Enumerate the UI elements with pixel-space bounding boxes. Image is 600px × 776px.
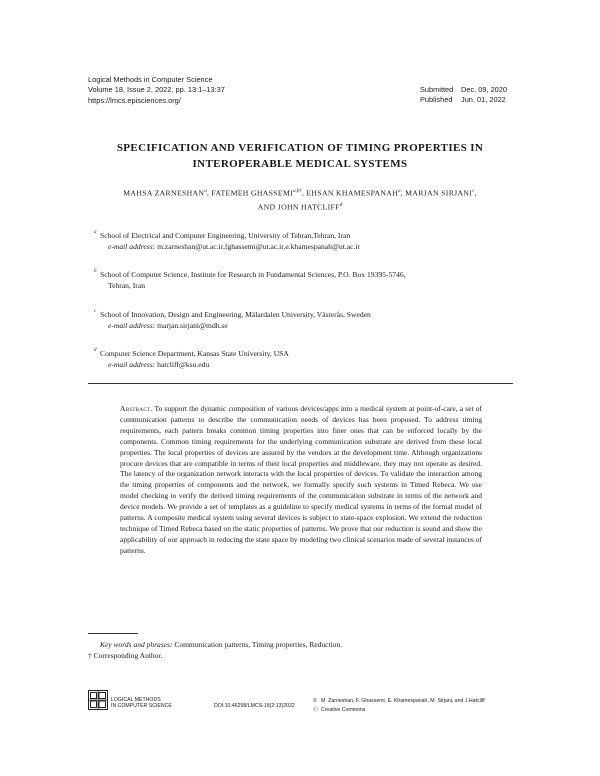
abstract-line: the static properties of patterns. We prove that our reduction is sound and show the (232, 523, 483, 533)
top-divider (88, 383, 513, 384)
author-name: EHSAN KHAMESPANAH (306, 188, 399, 198)
submitted-date: Dec. 09, 2020 (461, 85, 508, 94)
affiliation-email-line (100, 359, 520, 370)
journal-volume: Volume 18, Issue 2, 2022, pp. 13:1–13:37 (88, 85, 225, 95)
abstract-line: system at point-of-care, a set of communication patterns to describe the communication (120, 404, 483, 424)
logo-text (111, 697, 172, 710)
author-mark: a,b† (293, 189, 302, 194)
copyright-block (313, 697, 485, 715)
lmcs-logo-icon (88, 690, 108, 710)
affiliation-d (94, 348, 520, 370)
author-name: MAHSA ZARNESHAN (123, 188, 205, 198)
affiliation-c (94, 309, 520, 331)
abstract-line: made of several instances of patterns. (120, 534, 482, 555)
paper-title (60, 140, 540, 172)
abstract-line: specify such systems in Timed Rebeca. We use model checking to verify the derived timing (120, 480, 482, 501)
email-address[interactable]: marjan.sirjani@mdh.se (157, 321, 228, 330)
author-mark: d (339, 203, 343, 209)
abstract-line: common timing properties into finer ones that can be enforced locally by the components. (120, 425, 482, 446)
abstract-line: formal model of patterns. A composite medical system using several devices is subject (120, 502, 482, 523)
doi[interactable]: DOI:10.46298/LMCS-18(2:13)2022 (214, 703, 295, 709)
title-line-1: SPECIFICATION AND VERIFICATION OF TIMING PROPERTIES IN (116, 142, 484, 154)
affiliation-mark: c (94, 309, 97, 314)
abstract-line: development time. Although organizations procure devices that are compatible in terms (120, 447, 482, 468)
author-name: MARJAN SIRJANI (405, 188, 473, 198)
author-list: MAHSA ZARNESHAN$^a$, FATEMEH $GHASSEMI^{a,b\dagger}$, EHSAN KHAMESPANAH$^a$, MARJAN SIRJANI$^c$, AND JOHN HATCLIFF$^d$ (123, 188, 477, 212)
author-mark: a (204, 189, 207, 194)
abstract-line: To support the dynamic composition of various devices/apps into a medical (154, 404, 384, 413)
affiliation-email-line (100, 241, 520, 252)
abstract-line: requirements of the communication substrate in terms of the network and device models. (120, 491, 482, 512)
author-name: FATEMEH GHASSEMI (211, 188, 294, 198)
journal-header (88, 75, 225, 106)
published-date: Jun. 01, 2022 (461, 95, 506, 105)
journal-name: Logical Methods in Computer Science (88, 75, 213, 84)
affiliation-mark: b (94, 269, 97, 274)
corresponding-footnote (88, 651, 342, 662)
abstract-line: Common timing requirements for the underlying communication substrate are derived from (161, 436, 447, 446)
footnote-divider (88, 633, 138, 634)
creative-commons-icon: Ⓒ (313, 706, 319, 713)
author-mark: c (472, 189, 475, 194)
affiliation-text: School of Innovation, Design and Engineering, Mälardalen University, Västerås, Sweden (100, 310, 371, 319)
dates-block (420, 85, 507, 106)
copyright-text: M. Zarneshan, F. Ghassemi, E. Khamespanah, M. Sirjani, and J.Hatcliff (321, 698, 485, 704)
abstract-line: the interaction among the timing properties of components and the network, we formally (120, 469, 483, 490)
keywords-label: Key words and phrases: (100, 640, 173, 649)
abstract-label: Abstract. (120, 404, 153, 413)
affiliation-mark: d (94, 348, 97, 353)
affiliation-text: School of Computer Science, Institute for Research in Fundamental Sciences, P.O. Box 19395-5746, (100, 270, 406, 279)
abstract-line: to state-space explosion. We extend the reduction technique of Timed Rebeca based on (120, 513, 482, 533)
abstract-line: We provide a set of templates as a guideline to specify medical systems in terms of the (167, 502, 431, 512)
author-mark: a (398, 189, 401, 194)
copyright-icon: © (313, 698, 317, 704)
abstract-line: needs of devices has been proposed. To address timing requirements, each pattern breaks (120, 414, 483, 435)
journal-url[interactable]: https://lmcs.episciences.org/ (88, 95, 181, 105)
title-line-2: INTEROPERABLE MEDICAL SYSTEMS (192, 158, 408, 170)
abstract-line: applicability of our approach in reducing the state space by modeling two clinical scenarios (120, 534, 395, 544)
affiliation-a (94, 230, 520, 252)
email-address[interactable]: m.zarneshan@ut.ac.ir,fghassemi@ut.ac.ir,e.khamespanah@ut.ac.ir (157, 242, 361, 251)
affiliation-text: School of Electrical and Computer Engineering, University of Tehran,Tehran, Iran (100, 231, 351, 240)
dagger-mark: † (88, 650, 92, 660)
published-label: Published (420, 95, 453, 105)
email-address[interactable]: hatcliff@ksu.edu (157, 360, 210, 369)
affiliation-text: Computer Science Department, Kansas State University, USA (100, 349, 289, 358)
affiliation-mark: a (94, 230, 97, 235)
affiliation-email-line (100, 320, 520, 331)
logo-line-1: LOGICAL METHODS (111, 697, 161, 703)
corresponding-text: Corresponding Author. (93, 650, 163, 660)
license-text[interactable]: Creative Commons (321, 706, 366, 713)
keywords-footnote (88, 640, 342, 651)
affiliation-text-cont: Tehran, Iran (108, 281, 145, 290)
affiliation-b (94, 269, 520, 291)
abstract-line: of their local properties and middleware, they may not operate as desired. The latency (120, 458, 482, 479)
email-label: e-mail address: (108, 321, 156, 330)
email-label: e-mail address: (108, 360, 156, 369)
abstract-line: of the organization network interacts with the local properties of devices. To validate (157, 469, 415, 479)
submitted-label: Submitted (420, 85, 454, 94)
keywords: Communication patterns, Timing properties, Reduction. (174, 640, 343, 649)
footnotes (88, 640, 342, 661)
abstract (120, 404, 482, 557)
abstract-line: these local properties. The local properties of devices are assured by the vendors at the (120, 436, 482, 457)
email-label: e-mail address: (108, 242, 156, 251)
author-name: AND JOHN HATCLIFF (257, 202, 340, 212)
logo-line-2: IN COMPUTER SCIENCE (111, 703, 172, 710)
